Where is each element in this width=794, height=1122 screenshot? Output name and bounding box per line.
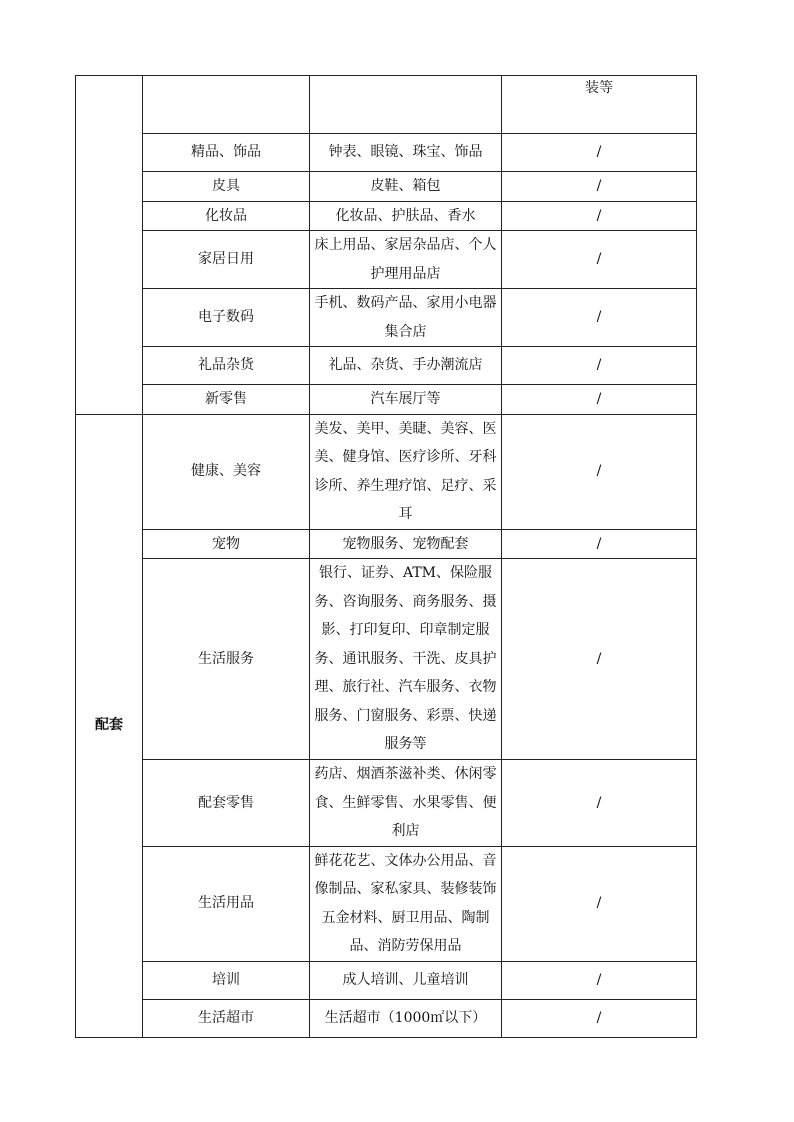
- brands-cell: 宠物服务、宠物配套: [310, 529, 502, 559]
- table-row: [76, 347, 697, 385]
- note-cell: /: [502, 347, 697, 385]
- type-cell: 生活服务: [143, 559, 310, 760]
- table-row: [76, 172, 697, 202]
- type-cell: 化妆品: [143, 201, 310, 231]
- note-cell: /: [502, 414, 697, 529]
- brands-cell: 成人培训、儿童培训: [310, 961, 502, 999]
- brands-cell: 化妆品、护肤品、香水: [310, 201, 502, 231]
- brands-cell: 皮鞋、箱包: [310, 172, 502, 202]
- brands-cell: 床上用品、家居杂品店、个人护理用品店: [310, 231, 502, 289]
- brands-cell: 手机、数码产品、家用小电器集合店: [310, 289, 502, 347]
- table-row: [76, 231, 697, 289]
- type-cell: 健康、美容: [143, 414, 310, 529]
- type-cell: 精品、饰品: [143, 134, 310, 172]
- note-cell: /: [502, 289, 697, 347]
- category-table: [75, 75, 697, 1038]
- type-cell: 配套零售: [143, 760, 310, 847]
- type-cell: 生活用品: [143, 846, 310, 961]
- type-cell: 新零售: [143, 385, 310, 415]
- type-cell: 宠物: [143, 529, 310, 559]
- type-cell: 家居日用: [143, 231, 310, 289]
- type-cell: 皮具: [143, 172, 310, 202]
- type-cell: 电子数码: [143, 289, 310, 347]
- brands-cell: 鲜花花艺、文体办公用品、音像制品、家私家具、装修装饰五金材料、厨卫用品、陶制品、消防劳保用品: [310, 846, 502, 961]
- type-cell: 培训: [143, 961, 310, 999]
- note-cell: /: [502, 559, 697, 760]
- type-cell: 礼品杂货: [143, 347, 310, 385]
- note-cell: /: [502, 961, 697, 999]
- category-cell: 配套: [76, 414, 143, 1037]
- brands-cell: 汽车展厅等: [310, 385, 502, 415]
- table-row: [76, 134, 697, 172]
- table-row: [76, 559, 697, 760]
- note-cell: /: [502, 846, 697, 961]
- table-row: [76, 201, 697, 231]
- table-row: [76, 289, 697, 347]
- type-cell: [143, 76, 310, 134]
- brands-cell: 药店、烟酒茶滋补类、休闲零食、生鲜零售、水果零售、便利店: [310, 760, 502, 847]
- brands-cell: [310, 76, 502, 134]
- table-row: [76, 760, 697, 847]
- table-row: [76, 414, 697, 529]
- note-cell: /: [502, 172, 697, 202]
- brands-cell: 礼品、杂货、手办潮流店: [310, 347, 502, 385]
- note-cell: /: [502, 999, 697, 1037]
- note-cell: /: [502, 201, 697, 231]
- note-cell: 装等: [502, 76, 697, 134]
- table-row: [76, 846, 697, 961]
- type-cell: 生活超市: [143, 999, 310, 1037]
- note-cell: /: [502, 760, 697, 847]
- table-row: [76, 385, 697, 415]
- brands-cell: 美发、美甲、美睫、美容、医美、健身馆、医疗诊所、牙科诊所、养生理疗馆、足疗、采耳: [310, 414, 502, 529]
- note-cell: /: [502, 134, 697, 172]
- note-cell: /: [502, 529, 697, 559]
- brands-cell: 生活超市（1000㎡以下）: [310, 999, 502, 1037]
- table-row: [76, 76, 697, 134]
- brands-cell: 银行、证券、ATM、保险服务、咨询服务、商务服务、摄影、打印复印、印章制定服务、通讯服务、干洗、皮具护理、旅行社、汽车服务、衣物服务、门窗服务、彩票、快递服务等: [310, 559, 502, 760]
- category-cell-empty: [76, 76, 143, 415]
- brands-cell: 钟表、眼镜、珠宝、饰品: [310, 134, 502, 172]
- note-cell: /: [502, 231, 697, 289]
- table-row: [76, 961, 697, 999]
- note-cell: /: [502, 385, 697, 415]
- table-row: [76, 999, 697, 1037]
- table-row: [76, 529, 697, 559]
